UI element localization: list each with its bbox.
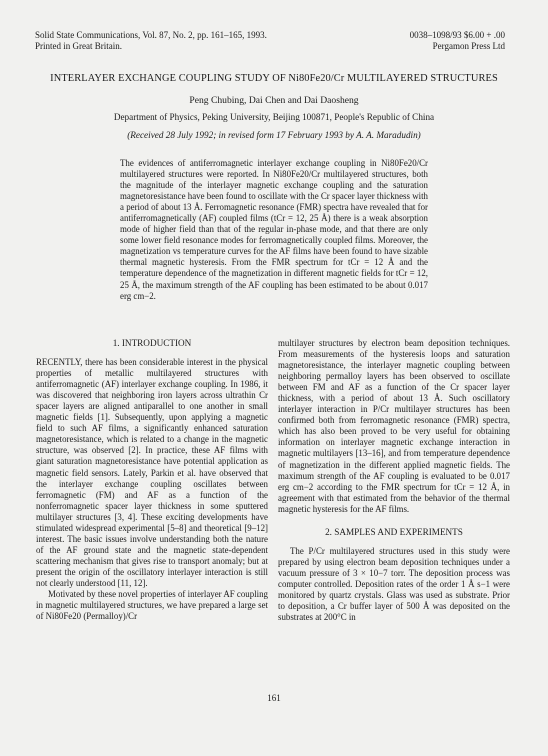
- journal-header: [35, 30, 267, 52]
- section-heading-samples: 2. SAMPLES AND EXPERIMENTS: [325, 526, 463, 537]
- paragraph: The P/Cr multilayered structures used in this study were prepared by using electron beam deposition techniques under a vacuum pressure of 3 × 10−7 torr. The deposition process was computer controlled. Deposition rates of the order 1 Å s−1 were monitored by quartz crystals. Glass was used as substrate. Prior to deposition, a Cr buffer layer of 500 Å was deposited on the substrates at 200°C in: [278, 545, 510, 623]
- publisher-name: Pergamon Press Ltd: [432, 41, 505, 51]
- authors: Peng Chubing, Dai Chen and Dai Daosheng: [189, 95, 359, 106]
- article-code: 0038–1098/93 $6.00 + .00: [409, 30, 505, 40]
- journal-citation: Solid State Communications, Vol. 87, No. 2, pp. 161–165, 1993.: [35, 30, 267, 40]
- affiliation: Department of Physics, Peking University, Beijing 100871, People's Republic of China: [113, 112, 435, 122]
- received-note: (Received 28 July 1992; in revised form 17 February 1993 by A. A. Maradudin): [127, 130, 421, 140]
- paragraph: multilayer structures by electron beam deposition techniques. From measurements of the hysteresis loops and saturation magnetoresistance, the interlayer magnetic coupling between neighboring permalloy layers has been observed to oscillate between FM and AF as a function of the Cr spacer layer thickness, with a period of about 13 Å. Such oscillatory interlayer interaction in P/Cr multilayer structures has been confirmed both from ferromagnetic resonance (FMR) spectra, which has also been proved to be very useful for obtaining information on interlayer magnetic exchange interaction in magnetic multilayers [13–16], and from temperature dependence of magnetization in the different applied magnetic fields. The maximum strength of the AF coupling is evaluated to be 0.017 erg cm−2 according to the FMR spectrum for tCr = 12 Å, in agreement with that estimated from the behavior of the thermal magnetic hysteresis for the AF films.: [278, 338, 510, 514]
- section-heading-introduction: 1. INTRODUCTION: [112, 338, 192, 348]
- article-title: INTERLAYER EXCHANGE COUPLING STUDY OF Ni80Fe20/Cr MULTILAYERED STRUCTURES: [50, 73, 498, 84]
- right-column: [278, 338, 510, 623]
- paragraph: RECENTLY, there has been considerable interest in the physical properties of metallic multilayered structures with antiferromagnetic (AF) interlayer exchange coupling. In 1986, it was discovered that neighboring iron layers across ultrathin Cr spacer layers are aligned antiparallel to one another in small magnetic fields [1]. Subsequently, upon applying a magnetic field to such AF films, a significantly enhanced saturation magnetoresistance, which is related to a change in the magnetic structure, was observed [2]. In practice, these AF films with giant saturation magnetoresistance have potential application as magnetic field sensors. Lately, Parkin et al. have observed that the interlayer exchange coupling oscillates between ferromagnetic (FM) and AF as a function of the nonferromagnetic spacer layer thickness in some sputtered multilayer structures [3, 4]. These exciting developments have stimulated widespread experimental [5–8] and theoretical [9–12] interest. The basic issues involve understanding both the nature of the AF ground state and the magnetic state-dependent scattering mechanism that gives rise to transport anomaly; but at present the origin of the oscillatory interlayer interaction is still not clearly understood [11, 12].: [36, 357, 268, 588]
- left-column: [36, 338, 268, 622]
- page-number: 161: [267, 693, 281, 703]
- paragraph: Motivated by these novel properties of interlayer AF coupling in magnetic multilayered structures, we have prepared a large set of Ni80Fe20 (Permalloy)/Cr: [36, 589, 268, 622]
- abstract: The evidences of antiferromagnetic interlayer exchange coupling in Ni80Fe20/Cr multilayered structures were reported. In Ni80Fe20/Cr multilayered structures, both the magnitude of the interlayer magnetic exchange coupling and the saturation magnetoresistance have been found to oscillate with the Cr spacer layer thickness with a period of about 13 Å. Ferromagnetic resonance (FMR) spectra have revealed that for antiferromagnetically (AF) coupled films (tCr = 12, 25 Å) there is a weak absorption mode of higher field than that of the regular in-phase mode, and that there are only some lower field resonance modes for ferromagnetically coupled films. Moreover, the magnetization vs temperature curves for the AF films have been found to have sizable thermal magnetic hysteresis. From the FMR spectrum for tCr = 12 Å and the temperature dependence of the magnetization in different magnetic fields for tCr = 12, 25 Å, the maximum strength of the AF coupling has been estimated to be about 0.017 erg cm−2.: [120, 158, 428, 301]
- publisher-header: [410, 30, 505, 52]
- printed-in: Printed in Great Britain.: [35, 41, 122, 51]
